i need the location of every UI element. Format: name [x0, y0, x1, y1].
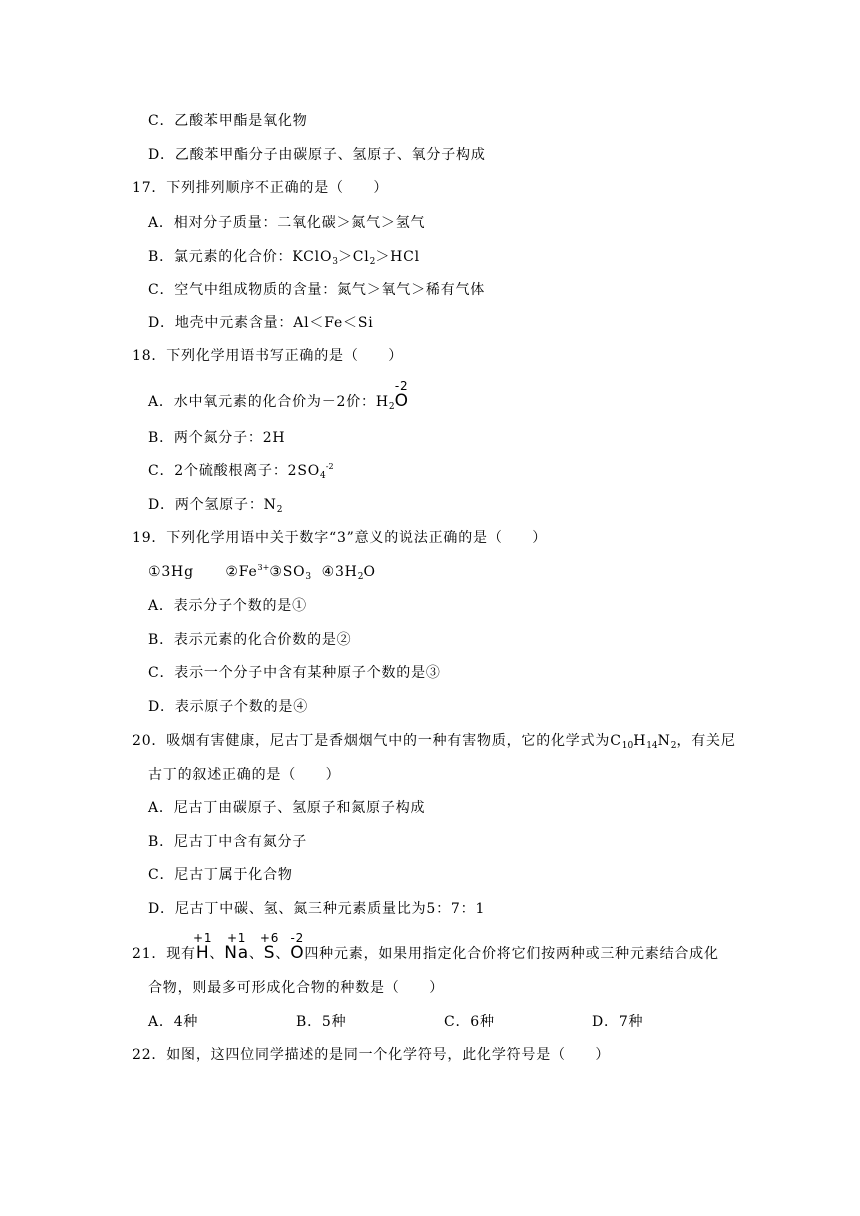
- q21-option-c: C．6种: [444, 1014, 495, 1030]
- oxygen-valence-symbol: -2 O: [290, 931, 305, 963]
- q16-option-d: D．乙酸苯甲酯分子由碳原子、氢原子、氧分子构成: [148, 147, 486, 163]
- q17-option-c: C．空气中组成物质的含量：氮气＞氧气＞稀有气体: [148, 282, 486, 298]
- q22-stem: 22．如图，这四位同学描述的是同一个化学符号，此化学符号是（ ）: [132, 1047, 611, 1063]
- sodium-valence-symbol: +1 Na: [224, 931, 249, 963]
- q19-option-c: C．表示一个分子中含有某种原子个数的是③: [148, 665, 441, 681]
- q17-option-a: A．相对分子质量：二氧化碳＞氮气＞氢气: [148, 215, 426, 231]
- q19-option-a: A．表示分子个数的是①: [148, 598, 307, 614]
- hydrogen-valence-symbol: +1 H: [192, 931, 213, 963]
- q19-option-d: D．表示原子个数的是④: [148, 699, 309, 715]
- q20-stem-cont: 古丁的叙述正确的是（ ）: [148, 767, 341, 783]
- q18-stem: 18．下列化学用语书写正确的是（ ）: [132, 348, 404, 364]
- q21-option-a: A．4种: [148, 1014, 199, 1030]
- q18-option-c: C．2个硫酸根离子：$2SO_4^{-2}$: [148, 462, 334, 481]
- oxygen-valence-symbol: -2 O: [394, 379, 409, 411]
- sulfur-valence-symbol: +6 S: [259, 931, 280, 963]
- q19-items: ①3Hg $②Fe^{3+}③SO_3$ $④3H_2O$: [148, 563, 376, 582]
- q18-option-d: D．两个氢原子：$N_2$: [148, 497, 283, 515]
- q21-option-b: B．5种: [296, 1014, 347, 1030]
- q18-option-a: A．水中氧元素的化合价为－2价：$H_2$ -2 O: [148, 379, 409, 412]
- q21-stem-cont: 合物，则最多可形成化合物的种数是（ ）: [148, 980, 444, 996]
- q19-stem: 19．下列化学用语中关于数字“3”意义的说法正确的是（ ）: [132, 530, 548, 546]
- q17-option-d: D．地壳中元素含量：Al＜Fe＜Si: [148, 315, 374, 331]
- q21-stem: 21．现有 +1 H、 +1 Na、 +6 S、 -2 O四种元素，如果用指定化合价将它们按两种或三种元素结合成化: [132, 931, 719, 963]
- q19-option-b: B．表示元素的化合价数的是②: [148, 632, 352, 648]
- q17-option-b: B．氯元素的化合价：$KClO_3>Cl_2>HCl$: [148, 249, 420, 267]
- q20-option-d: D．尼古丁中碳、氢、氮三种元素质量比为5：7：1: [148, 901, 486, 917]
- q20-stem: 20．吸烟有害健康，尼古丁是香烟烟气中的一种有害物质，它的化学式为$C_{10}H_{14}N_2$，有关尼: [132, 733, 736, 751]
- q21-option-d: D．7种: [592, 1014, 644, 1030]
- q16-option-c: C．乙酸苯甲酯是氧化物: [148, 113, 308, 129]
- q20-option-b: B．尼古丁中含有氮分子: [148, 834, 308, 850]
- q20-option-a: A．尼古丁由碳原子、氢原子和氮原子构成: [148, 800, 426, 816]
- q20-option-c: C．尼古丁属于化合物: [148, 867, 293, 883]
- q18-option-b: B．两个氮分子：2H: [148, 430, 286, 446]
- q17-stem: 17．下列排列顺序不正确的是（ ）: [132, 180, 389, 196]
